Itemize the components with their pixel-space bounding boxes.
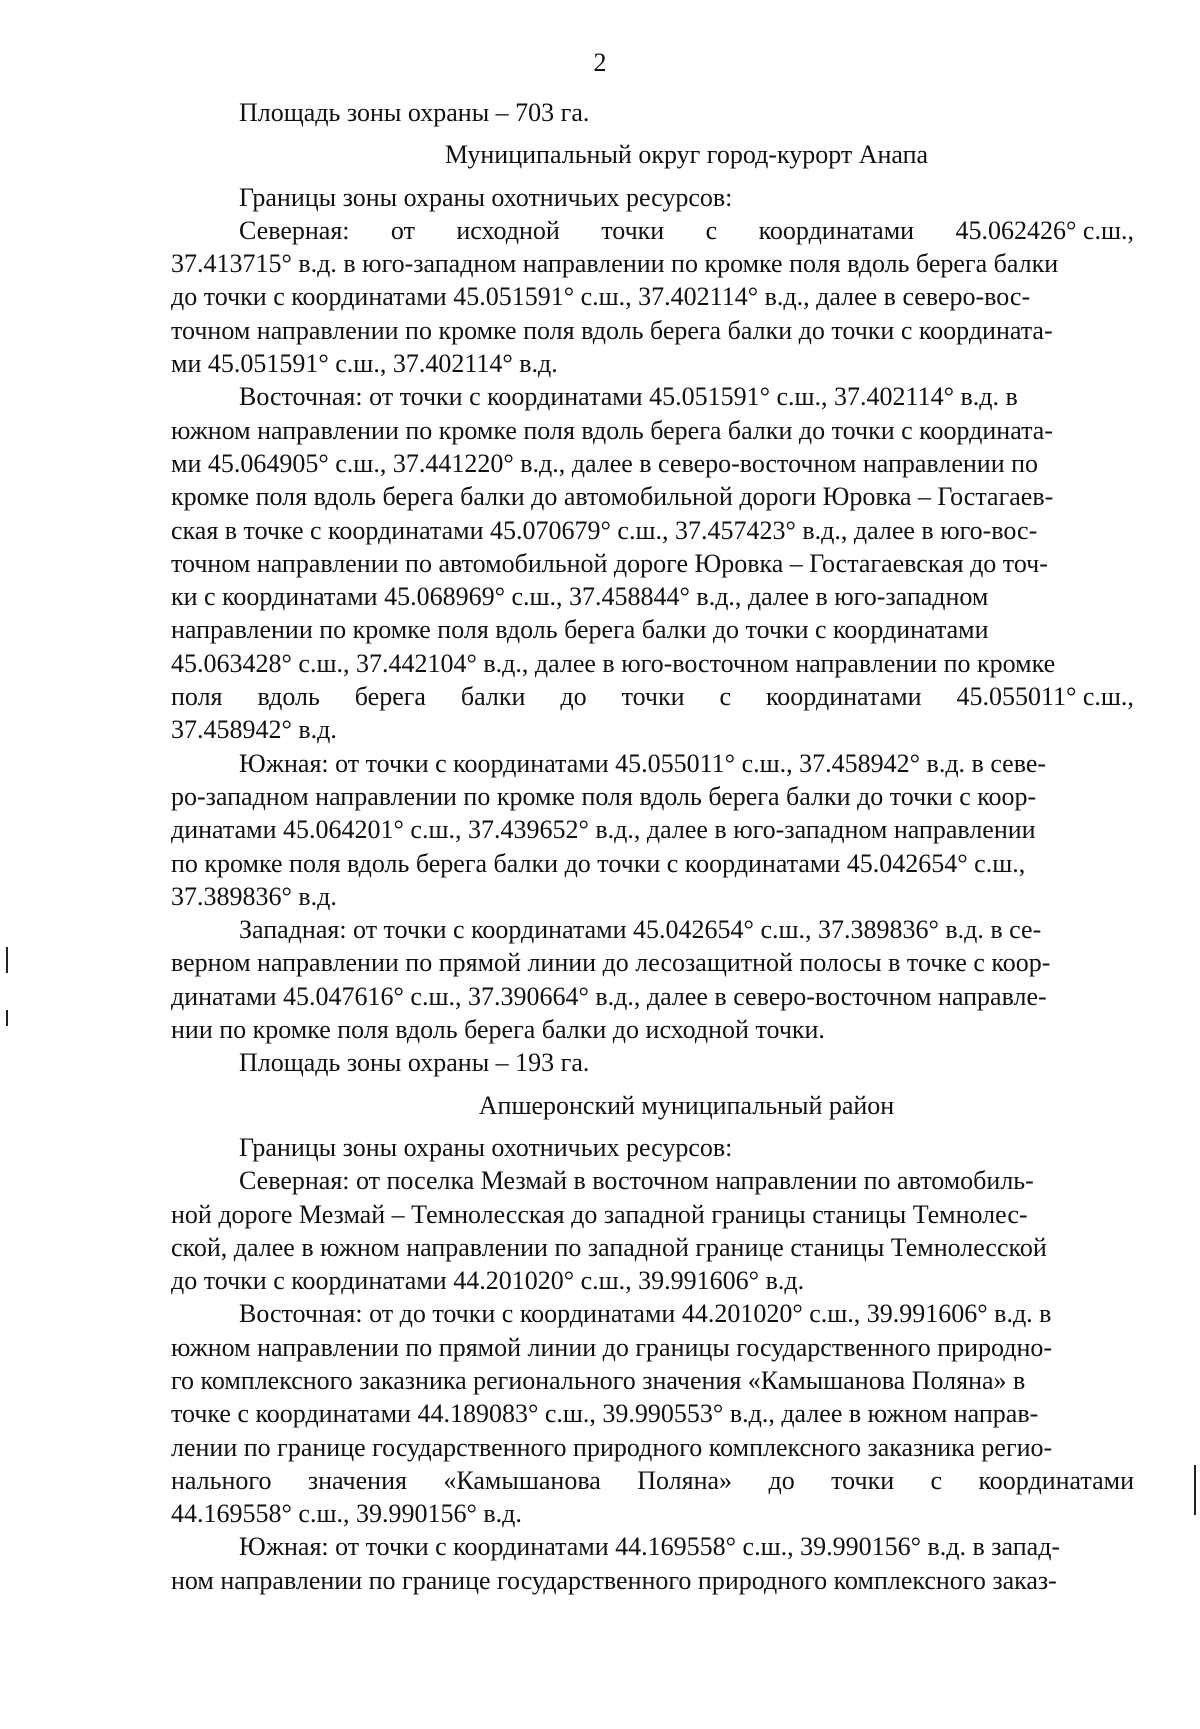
- apsheron-east-last-line: 44.169558° с.ш., 39.990156° в.д.: [171, 1499, 522, 1529]
- anapa-east-line: направлении по кромке поля вдоль берега балки до точки с координатами: [171, 615, 989, 645]
- anapa-south-line: ро-западном направлении по кромке поля вдоль берега балки до точки с коор-: [171, 781, 1037, 811]
- anapa-north-line: точном направлении по кромке поля вдоль берега балки до точки с координата-: [171, 315, 1053, 345]
- anapa-south-last-line: 37.389836° в.д.: [171, 881, 337, 911]
- anapa-north-line: ми 45.051591° с.ш., 37.402114° в.д.: [171, 349, 558, 379]
- area-193-text: Площадь зоны охраны – 193 га.: [239, 1048, 590, 1078]
- apsheron-south-line: ном направлении по границе государственного природного комплексного заказ-: [171, 1565, 1057, 1595]
- anapa-north-paragraph: [171, 214, 1134, 380]
- apsheron-north-last-line: до точки с координатами 44.201020° с.ш., 39.991606° в.д.: [171, 1266, 805, 1296]
- apsheron-east-line: южном направлении по прямой линии до границы государственного природно-: [171, 1332, 1053, 1362]
- anapa-intro: Границы зоны охраны охотничьих ресурсов:: [239, 182, 733, 212]
- apsheron-east-spread-line: нального значения «Камышанова Поляна» до точки с координатами: [171, 1465, 1134, 1495]
- apsheron-north-line: ской, далее в южном направлении по западной границе станицы Темнолесской: [171, 1232, 1047, 1262]
- anapa-east-line: точном направлении по автомобильной дороге Юровка – Гостагаевская до точ-: [171, 548, 1048, 578]
- apsheron-south-line: Южная: от точки с координатами 44.169558° с.ш., 39.990156° в.д. в запад-: [239, 1532, 1061, 1562]
- scan-mark-right: [1194, 1465, 1196, 1515]
- anapa-east-paragraph: [171, 380, 1134, 746]
- apsheron-east-line: точке с координатами 44.189083° с.ш., 39.990553° в.д., далее в южном направ-: [171, 1399, 1039, 1429]
- scan-mark-left-top: [6, 947, 8, 973]
- anapa-east-spread-line: поля вдоль берега балки до точки с координатами 45.055011° с.ш.,: [171, 682, 1134, 712]
- anapa-east-line: ми 45.064905° с.ш., 37.441220° в.д., далее в северо-восточном направлении по: [171, 448, 1039, 478]
- apsheron-south-paragraph: [171, 1530, 1134, 1597]
- anapa-south-paragraph: [171, 747, 1134, 913]
- anapa-east-line: кромке поля вдоль берега балки до автомобильной дороги Юровка – Гостагаев-: [171, 482, 1054, 512]
- apsheron-heading: Апшеронский муниципальный район: [478, 1090, 895, 1120]
- anapa-heading: Муниципальный округ город-курорт Анапа: [444, 140, 929, 170]
- anapa-west-paragraph: [171, 913, 1134, 1046]
- apsheron-east-line: Восточная: от до точки с координатами 44.201020° с.ш., 39.991606° в.д. в: [239, 1299, 1052, 1329]
- anapa-west-line: динатами 45.047616° с.ш., 37.390664° в.д., далее в северо-восточном направле-: [171, 981, 1047, 1011]
- apsheron-north-line: Северная: от поселка Мезмай в восточном направлении по автомобиль-: [239, 1166, 1034, 1196]
- anapa-east-line: Восточная: от точки с координатами 45.051591° с.ш., 37.402114° в.д. в: [239, 382, 1018, 412]
- anapa-south-line: динатами 45.064201° с.ш., 37.439652° в.д., далее в юго-западном направлении: [171, 815, 1036, 845]
- anapa-east-line: 45.063428° с.ш., 37.442104° в.д., далее в юго-восточном направлении по кромке: [171, 648, 1056, 678]
- anapa-west-last-line: нии по кромке поля вдоль берега балки до исходной точки.: [171, 1015, 825, 1045]
- anapa-east-last-line: 37.458942° в.д.: [171, 715, 337, 745]
- area-703-text: Площадь зоны охраны – 703 га.: [239, 98, 590, 127]
- anapa-east-line: ки с координатами 45.068969° с.ш., 37.458844° в.д., далее в юго-западном: [171, 582, 989, 612]
- anapa-east-line: ская в точке с координатами 45.070679° с.ш., 37.457423° в.д., далее в юго-вос-: [171, 515, 1038, 545]
- apsheron-north-line: ной дороге Мезмай – Темнолесская до западной границы станицы Темнолес-: [171, 1199, 1028, 1229]
- scan-mark-left-bottom: [6, 1010, 8, 1026]
- apsheron-north-paragraph: [171, 1164, 1134, 1297]
- anapa-west-line: Западная: от точки с координатами 45.042654° с.ш., 37.389836° в.д. в се-: [239, 915, 1042, 945]
- document-body: [171, 96, 1134, 1597]
- apsheron-intro: Границы зоны охраны охотничьих ресурсов:: [239, 1132, 733, 1162]
- apsheron-east-paragraph: [171, 1297, 1134, 1530]
- apsheron-east-line: го комплексного заказника регионального значения «Камышанова Поляна» в: [171, 1365, 1026, 1395]
- anapa-north-line: 37.413715° в.д. в юго-западном направлении по кромке поля вдоль берега балки: [171, 249, 1059, 279]
- anapa-north-line: до точки с координатами 45.051591° с.ш., 37.402114° в.д., далее в северо-вос-: [171, 282, 1031, 312]
- apsheron-east-line: лении по границе государственного природного комплексного заказника регио-: [171, 1432, 1053, 1462]
- anapa-west-line: верном направлении по прямой линии до лесозащитной полосы в точке с коор-: [171, 948, 1051, 978]
- anapa-east-line: южном направлении по кромке поля вдоль берега балки до точки с координата-: [171, 415, 1053, 445]
- anapa-north-first-line: Северная: от исходной точки с координатами 45.062426° с.ш.,: [239, 215, 1134, 245]
- page-number: 2: [593, 48, 607, 77]
- anapa-south-line: по кромке поля вдоль берега балки до точки с координатами 45.042654° с.ш.,: [171, 848, 1026, 878]
- anapa-south-line: Южная: от точки с координатами 45.055011° с.ш., 37.458942° в.д. в севе-: [239, 748, 1047, 778]
